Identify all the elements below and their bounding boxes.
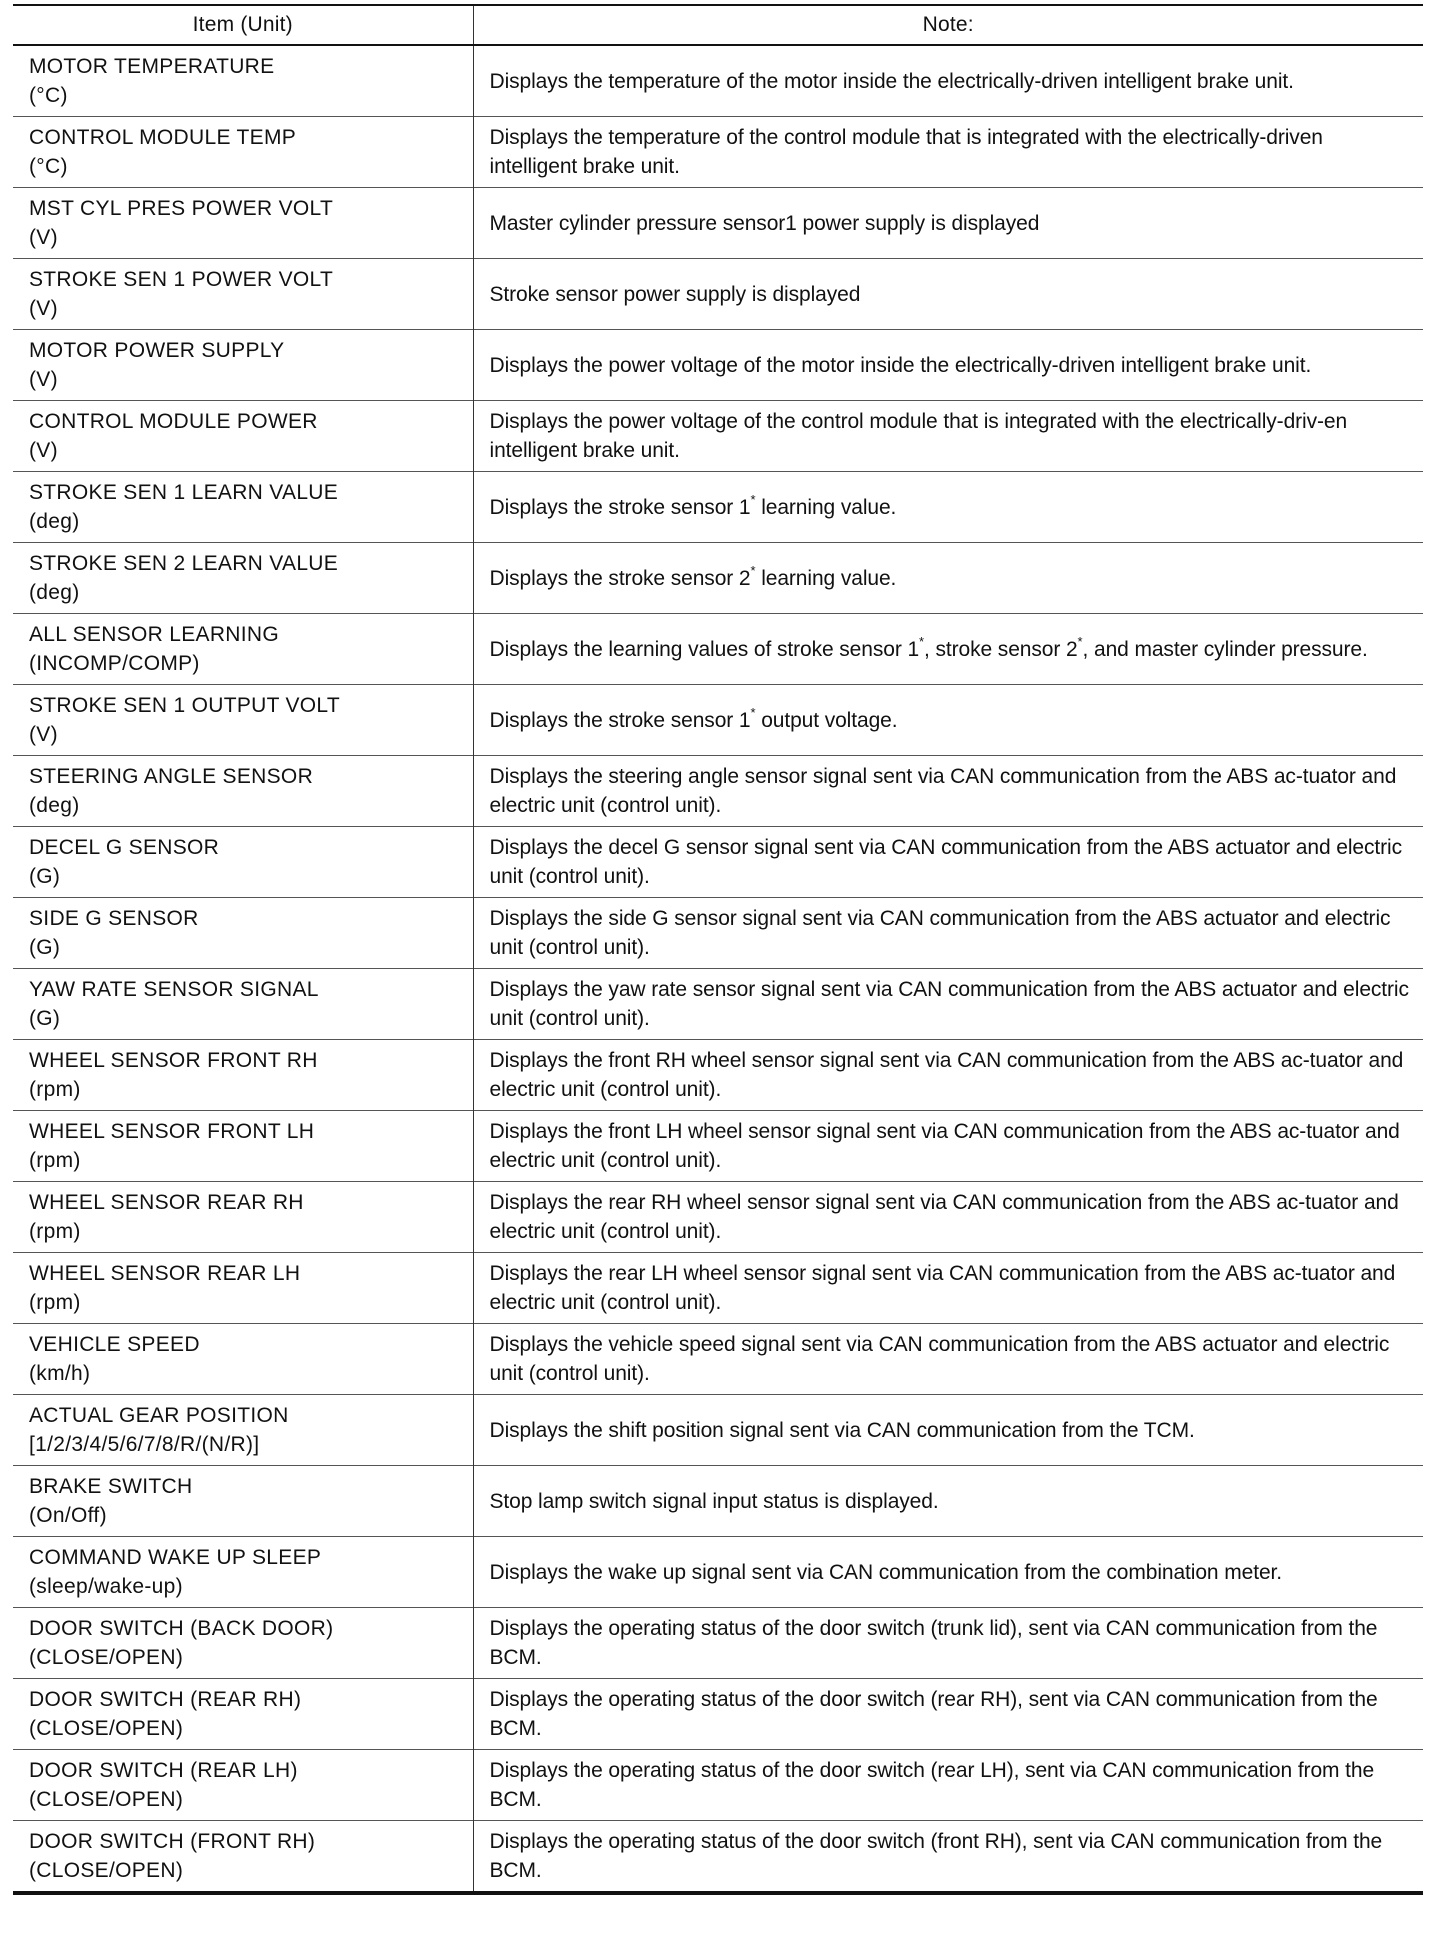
item-cell bbox=[13, 543, 473, 614]
note-cell: Displays the learning values of stroke sensor 1*, stroke sensor 2*, and master cylinder pressure. bbox=[473, 614, 1423, 685]
item-cell bbox=[13, 756, 473, 827]
header-note: Note: bbox=[473, 5, 1423, 45]
table-row bbox=[13, 1466, 1423, 1537]
item-cell bbox=[13, 330, 473, 401]
item-unit: (CLOSE/OPEN) bbox=[29, 1859, 184, 1882]
header-row bbox=[13, 5, 1423, 45]
item-unit: (G) bbox=[29, 936, 61, 959]
item-cell bbox=[13, 1040, 473, 1111]
table-row bbox=[13, 1040, 1423, 1111]
item-cell bbox=[13, 1324, 473, 1395]
item-name: STROKE SEN 2 LEARN VALUE bbox=[29, 552, 339, 575]
item-cell bbox=[13, 188, 473, 259]
note-cell: Displays the front RH wheel sensor signal sent via CAN communication from the ABS ac-tuator and electric unit (control unit). bbox=[473, 1040, 1423, 1111]
item-name: DOOR SWITCH (REAR RH) bbox=[29, 1688, 302, 1711]
item-unit: (On/Off) bbox=[29, 1504, 107, 1527]
item-name: DECEL G SENSOR bbox=[29, 836, 220, 859]
table-header bbox=[13, 5, 1423, 45]
item-name: STEERING ANGLE SENSOR bbox=[29, 765, 314, 788]
item-cell bbox=[13, 614, 473, 685]
item-cell bbox=[13, 1608, 473, 1679]
note-cell: Displays the rear LH wheel sensor signal sent via CAN communication from the ABS ac-tuator and electric unit (control unit). bbox=[473, 1253, 1423, 1324]
table-row bbox=[13, 543, 1423, 614]
item-cell bbox=[13, 1750, 473, 1821]
note-cell: Displays the vehicle speed signal sent via CAN communication from the ABS actuator and electric unit (control unit). bbox=[473, 1324, 1423, 1395]
note-cell: Displays the stroke sensor 1* learning value. bbox=[473, 472, 1423, 543]
item-unit: (rpm) bbox=[29, 1291, 81, 1314]
item-cell bbox=[13, 1111, 473, 1182]
table-row bbox=[13, 259, 1423, 330]
item-cell bbox=[13, 117, 473, 188]
item-unit: (deg) bbox=[29, 510, 80, 533]
table-row bbox=[13, 898, 1423, 969]
item-name: BRAKE SWITCH bbox=[29, 1475, 193, 1498]
item-cell bbox=[13, 259, 473, 330]
item-unit: (V) bbox=[29, 226, 58, 249]
item-unit: (°C) bbox=[29, 84, 68, 107]
item-unit: (CLOSE/OPEN) bbox=[29, 1717, 184, 1740]
note-cell: Displays the temperature of the motor inside the electrically-driven intelligent brake unit. bbox=[473, 45, 1423, 117]
table-row bbox=[13, 1324, 1423, 1395]
note-cell: Master cylinder pressure sensor1 power supply is displayed bbox=[473, 188, 1423, 259]
table-row bbox=[13, 1111, 1423, 1182]
note-cell: Displays the shift position signal sent via CAN communication from the TCM. bbox=[473, 1395, 1423, 1466]
item-unit: (rpm) bbox=[29, 1220, 81, 1243]
item-unit: [1/2/3/4/5/6/7/8/R/(N/R)] bbox=[29, 1433, 260, 1456]
note-cell: Displays the side G sensor signal sent via CAN communication from the ABS actuator and electric unit (control unit). bbox=[473, 898, 1423, 969]
item-unit: (deg) bbox=[29, 581, 80, 604]
item-name: COMMAND WAKE UP SLEEP bbox=[29, 1546, 322, 1569]
data-monitor-table bbox=[13, 4, 1423, 1895]
note-cell: Displays the operating status of the door switch (trunk lid), sent via CAN communication from the BCM. bbox=[473, 1608, 1423, 1679]
item-name: VEHICLE SPEED bbox=[29, 1333, 200, 1356]
header-item-unit: Item (Unit) bbox=[13, 5, 473, 45]
note-cell: Displays the yaw rate sensor signal sent via CAN communication from the ABS actuator and electric unit (control unit). bbox=[473, 969, 1423, 1040]
table-row bbox=[13, 330, 1423, 401]
item-cell bbox=[13, 1253, 473, 1324]
note-cell: Displays the temperature of the control module that is integrated with the electrically-driven intelligent brake unit. bbox=[473, 117, 1423, 188]
item-name: DOOR SWITCH (REAR LH) bbox=[29, 1759, 298, 1782]
item-name: DOOR SWITCH (BACK DOOR) bbox=[29, 1617, 334, 1640]
note-cell: Displays the power voltage of the control module that is integrated with the electrically-driv-en intelligent brake unit. bbox=[473, 401, 1423, 472]
note-cell: Displays the operating status of the door switch (rear LH), sent via CAN communication from the BCM. bbox=[473, 1750, 1423, 1821]
item-unit: (CLOSE/OPEN) bbox=[29, 1646, 184, 1669]
item-unit: (G) bbox=[29, 865, 61, 888]
table-row bbox=[13, 1182, 1423, 1253]
item-unit: (°C) bbox=[29, 155, 68, 178]
item-name: SIDE G SENSOR bbox=[29, 907, 199, 930]
item-cell bbox=[13, 827, 473, 898]
note-cell: Displays the rear RH wheel sensor signal sent via CAN communication from the ABS ac-tuator and electric unit (control unit). bbox=[473, 1182, 1423, 1253]
note-cell: Displays the wake up signal sent via CAN communication from the combination meter. bbox=[473, 1537, 1423, 1608]
item-name: STROKE SEN 1 LEARN VALUE bbox=[29, 481, 339, 504]
table-row bbox=[13, 1821, 1423, 1894]
note-cell: Displays the operating status of the door switch (front RH), sent via CAN communication from the BCM. bbox=[473, 1821, 1423, 1894]
table-row bbox=[13, 614, 1423, 685]
item-cell bbox=[13, 1821, 473, 1894]
item-name: WHEEL SENSOR FRONT LH bbox=[29, 1120, 315, 1143]
item-unit: (INCOMP/COMP) bbox=[29, 652, 200, 675]
item-cell bbox=[13, 1466, 473, 1537]
note-cell: Displays the front LH wheel sensor signal sent via CAN communication from the ABS ac-tuator and electric unit (control unit). bbox=[473, 1111, 1423, 1182]
note-cell: Stroke sensor power supply is displayed bbox=[473, 259, 1423, 330]
note-cell: Displays the stroke sensor 1* output voltage. bbox=[473, 685, 1423, 756]
table-row bbox=[13, 1750, 1423, 1821]
table-row bbox=[13, 756, 1423, 827]
table-row bbox=[13, 1395, 1423, 1466]
item-cell bbox=[13, 969, 473, 1040]
item-name: MOTOR TEMPERATURE bbox=[29, 55, 275, 78]
item-name: WHEEL SENSOR FRONT RH bbox=[29, 1049, 318, 1072]
item-cell bbox=[13, 1395, 473, 1466]
table-row bbox=[13, 472, 1423, 543]
item-cell bbox=[13, 472, 473, 543]
item-cell bbox=[13, 685, 473, 756]
table-row bbox=[13, 45, 1423, 117]
table-row bbox=[13, 401, 1423, 472]
table-row bbox=[13, 117, 1423, 188]
item-cell bbox=[13, 401, 473, 472]
table-body bbox=[13, 45, 1423, 1893]
item-name: ALL SENSOR LEARNING bbox=[29, 623, 279, 646]
item-unit: (sleep/wake-up) bbox=[29, 1575, 183, 1598]
item-name: DOOR SWITCH (FRONT RH) bbox=[29, 1830, 316, 1853]
item-name: YAW RATE SENSOR SIGNAL bbox=[29, 978, 319, 1001]
item-name: ACTUAL GEAR POSITION bbox=[29, 1404, 289, 1427]
note-cell: Displays the stroke sensor 2* learning value. bbox=[473, 543, 1423, 614]
table-row bbox=[13, 188, 1423, 259]
note-cell: Displays the decel G sensor signal sent via CAN communication from the ABS actuator and electric unit (control unit). bbox=[473, 827, 1423, 898]
item-unit: (G) bbox=[29, 1007, 61, 1030]
table-row bbox=[13, 1679, 1423, 1750]
item-name: CONTROL MODULE TEMP bbox=[29, 126, 297, 149]
item-name: CONTROL MODULE POWER bbox=[29, 410, 318, 433]
item-cell bbox=[13, 898, 473, 969]
item-unit: (V) bbox=[29, 723, 58, 746]
item-unit: (V) bbox=[29, 368, 58, 391]
item-unit: (rpm) bbox=[29, 1078, 81, 1101]
item-unit: (V) bbox=[29, 297, 58, 320]
item-name: MST CYL PRES POWER VOLT bbox=[29, 197, 334, 220]
item-unit: (rpm) bbox=[29, 1149, 81, 1172]
note-cell: Displays the operating status of the door switch (rear RH), sent via CAN communication from the BCM. bbox=[473, 1679, 1423, 1750]
item-name: STROKE SEN 1 POWER VOLT bbox=[29, 268, 334, 291]
note-cell: Stop lamp switch signal input status is displayed. bbox=[473, 1466, 1423, 1537]
table-row bbox=[13, 685, 1423, 756]
table-row bbox=[13, 827, 1423, 898]
item-cell bbox=[13, 45, 473, 117]
item-name: WHEEL SENSOR REAR LH bbox=[29, 1262, 301, 1285]
item-unit: (CLOSE/OPEN) bbox=[29, 1788, 184, 1811]
item-cell bbox=[13, 1537, 473, 1608]
table-row bbox=[13, 969, 1423, 1040]
item-unit: (V) bbox=[29, 439, 58, 462]
item-cell bbox=[13, 1679, 473, 1750]
item-cell bbox=[13, 1182, 473, 1253]
item-name: MOTOR POWER SUPPLY bbox=[29, 339, 285, 362]
note-cell: Displays the steering angle sensor signal sent via CAN communication from the ABS ac-tuator and electric unit (control unit). bbox=[473, 756, 1423, 827]
item-unit: (km/h) bbox=[29, 1362, 91, 1385]
table-row bbox=[13, 1253, 1423, 1324]
item-name: WHEEL SENSOR REAR RH bbox=[29, 1191, 304, 1214]
table-row bbox=[13, 1537, 1423, 1608]
table-row bbox=[13, 1608, 1423, 1679]
item-unit: (deg) bbox=[29, 794, 80, 817]
note-cell: Displays the power voltage of the motor inside the electrically-driven intelligent brake unit. bbox=[473, 330, 1423, 401]
item-name: STROKE SEN 1 OUTPUT VOLT bbox=[29, 694, 340, 717]
